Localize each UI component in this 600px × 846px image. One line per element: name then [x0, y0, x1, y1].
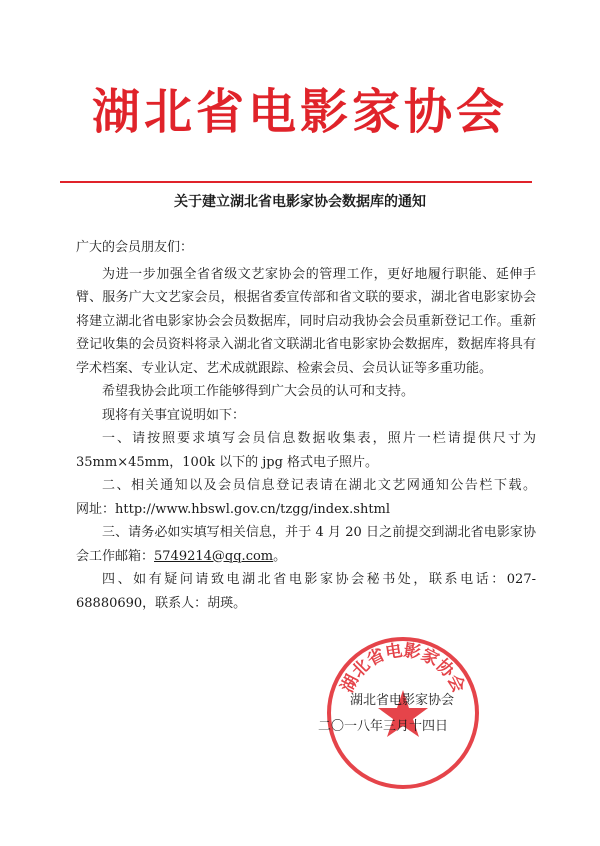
notice-body — [76, 236, 536, 615]
item-four: 四、如有疑问请致电湖北省电影家协会秘书处，联系电话：027-68880690，联系人：胡瑛。 — [76, 572, 536, 611]
item-three-end: 。 — [273, 548, 287, 564]
item-two-text: 二、相关通知以及会员信息登记表请在湖北文艺网通知公告栏下载。 — [102, 478, 536, 493]
item-two-url-label: 网址： — [76, 501, 116, 517]
item-two — [76, 474, 536, 521]
item-two-url-line — [76, 502, 390, 517]
greeting: 广大的会员朋友们： — [76, 240, 194, 255]
official-seal-icon — [322, 632, 484, 794]
seal-text: 湖北省电影家协会 — [337, 640, 469, 696]
notice-title: 关于建立湖北省电影家协会数据库的通知 — [174, 194, 426, 210]
paragraph-explain: 现将有关事宜说明如下： — [102, 407, 246, 423]
item-one: 一、请按照要求填写会员信息数据收集表，照片一栏请提供尺寸为 35mm×45mm，100k 以下的 jpg 格式电子照片。 — [76, 431, 536, 470]
contact-email-link[interactable]: 5749214@qq.com — [154, 548, 274, 564]
paragraph-hope: 希望我协会此项工作能够得到广大会员的认可和支持。 — [102, 384, 415, 399]
signature-org: 湖北省电影家协会 — [350, 693, 455, 708]
masthead-title: 湖北省电影家协会 — [91, 84, 508, 140]
signature-date: 二〇一八年三月十四日 — [318, 719, 449, 734]
item-three-text: 三、请务必如实填写相关信息，并于 4 月 20 日之前提交到湖北省电影家协会工作邮箱： — [76, 525, 536, 564]
item-three — [76, 521, 536, 568]
red-divider — [60, 181, 532, 183]
paragraph-intro: 为进一步加强全省省级文艺家协会的管理工作，更好地履行职能、延伸手臂、服务广大文艺家会员，根据省委宣传部和省文联的要求，湖北省电影家协会将建立湖北省电影家协会会员数据库，同时启动我协会会员重新登记工作。重新登记收集的会员资料将录入湖北省文联湖北省电影家协会数据库，数据库将具有学术档案、专业认定、艺术成就跟踪、检索会员、会员认证等多重功能。 — [76, 266, 536, 376]
item-two-url[interactable]: http://www.hbswl.gov.cn/tzgg/index.shtml — [115, 501, 391, 517]
